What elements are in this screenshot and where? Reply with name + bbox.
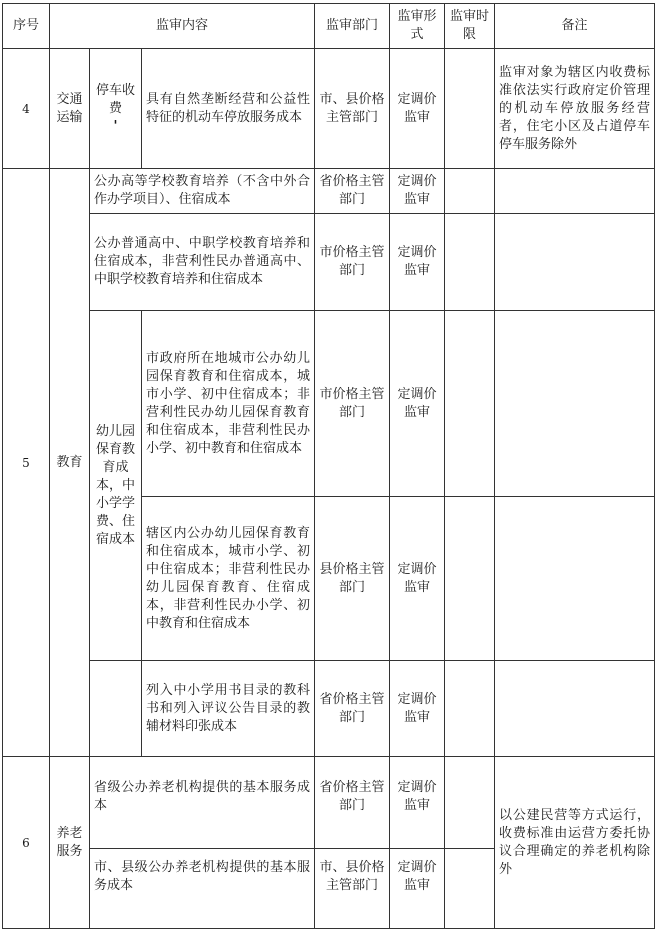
- row4-category: 交通运输: [50, 49, 90, 169]
- header-dept: 监审部门: [315, 4, 390, 49]
- row5-item1-form: 定调价监审: [390, 169, 445, 214]
- row5-item2-note: [495, 214, 655, 311]
- row5-item5-dept: 省价格主管部门: [315, 661, 390, 757]
- row6-category: 养老服务: [50, 757, 90, 929]
- row4-subcategory-mark: ': [113, 118, 118, 134]
- row4-period: [445, 49, 495, 169]
- header-content: 监审内容: [50, 4, 315, 49]
- row6-item1-period: [445, 757, 495, 849]
- row5-item5-form: 定调价监审: [390, 661, 445, 757]
- price-audit-table: [2, 3, 655, 929]
- table-row: [3, 661, 655, 757]
- row5-item5-content: 列入中小学用书目录的教科书和列入评议公告目录的教辅材料印张成本: [142, 661, 315, 757]
- row5-item1-content: 公办高等学校教育培养（不含中外合作办学项目）、住宿成本: [90, 169, 315, 214]
- table-header-row: [3, 4, 655, 49]
- row6-item2-dept: 市、县价格主管部门: [315, 849, 390, 929]
- row5-category: 教育: [50, 169, 90, 757]
- row4-subcategory: [90, 49, 142, 169]
- header-period: 监审时限: [445, 4, 495, 49]
- row4-dept: 市、县价格主管部门: [315, 49, 390, 169]
- row5-item4-note: [495, 497, 655, 661]
- header-form: 监审形式: [390, 4, 445, 49]
- row4-note: 监审对象为辖区内收费标准依法实行政府定价管理的机动车停放服务经营者，住宅小区及占道停车停车服务除外: [495, 49, 655, 169]
- row6-item1-content: 省级公办养老机构提供的基本服务成本: [90, 757, 315, 849]
- row6-seq: 6: [3, 757, 50, 929]
- row5-item2-form: 定调价监审: [390, 214, 445, 311]
- row4-form: 定调价监审: [390, 49, 445, 169]
- row5-item4-content: 辖区内公办幼儿园保育教育和住宿成本，城市小学、初中住宿成本；非营利性民办幼儿园保育教育、住宿成本，非营利性民办小学、初中教育和住宿成本: [142, 497, 315, 661]
- row5-item3-dept: 市价格主管部门: [315, 311, 390, 497]
- header-seq: 序号: [3, 4, 50, 49]
- row5-item2-period: [445, 214, 495, 311]
- row5-item5-sub-empty: [90, 661, 142, 757]
- table-row: [3, 757, 655, 849]
- row4-seq: 4: [3, 49, 50, 169]
- row6-item2-content: 市、县级公办养老机构提供的基本服务成本: [90, 849, 315, 929]
- row6-item1-form: 定调价监审: [390, 757, 445, 849]
- row6-item1-dept: 省价格主管部门: [315, 757, 390, 849]
- table-row: [3, 214, 655, 311]
- row5-item1-note: [495, 169, 655, 214]
- row5-item5-note: [495, 661, 655, 757]
- row6-note: 以公建民营等方式运行，收费标准由运营方委托协议合理确定的养老机构除外: [495, 757, 655, 929]
- row5-seq: 5: [3, 169, 50, 757]
- row5-item5-period: [445, 661, 495, 757]
- table-row: [3, 311, 655, 497]
- row5-item1-period: [445, 169, 495, 214]
- row5-item2-content: 公办普通高中、中职学校教育培养和住宿成本，非营利性民办普通高中、中职学校教育培养和住宿成本: [90, 214, 315, 311]
- row5-item1-dept: 省价格主管部门: [315, 169, 390, 214]
- row6-item2-period: [445, 849, 495, 929]
- row4-content: 具有自然垄断经营和公益性特征的机动车停放服务成本: [142, 49, 315, 169]
- row5-item2-dept: 市价格主管部门: [315, 214, 390, 311]
- row5-item3-content: 市政府所在地城市公办幼儿园保育教育和住宿成本，城市小学、初中住宿成本；非营利性民办幼儿园保育教育和住宿成本，非营利性民办小学、初中教育和住宿成本: [142, 311, 315, 497]
- row5-kindergarten-subcategory: 幼儿园保育教育成本，中小学学费、住宿成本: [90, 311, 142, 661]
- row5-item4-dept: 县价格主管部门: [315, 497, 390, 661]
- row5-item4-period: [445, 497, 495, 661]
- header-note: 备注: [495, 4, 655, 49]
- table-row: [3, 169, 655, 214]
- row5-item3-note: [495, 311, 655, 497]
- row6-item2-form: 定调价监审: [390, 849, 445, 929]
- row4-subcategory-label: 停车收费: [95, 82, 135, 116]
- table-row: [3, 49, 655, 169]
- row5-item3-period: [445, 311, 495, 497]
- row5-item3-form: 定调价监审: [390, 311, 445, 497]
- row5-item4-form: 定调价监审: [390, 497, 445, 661]
